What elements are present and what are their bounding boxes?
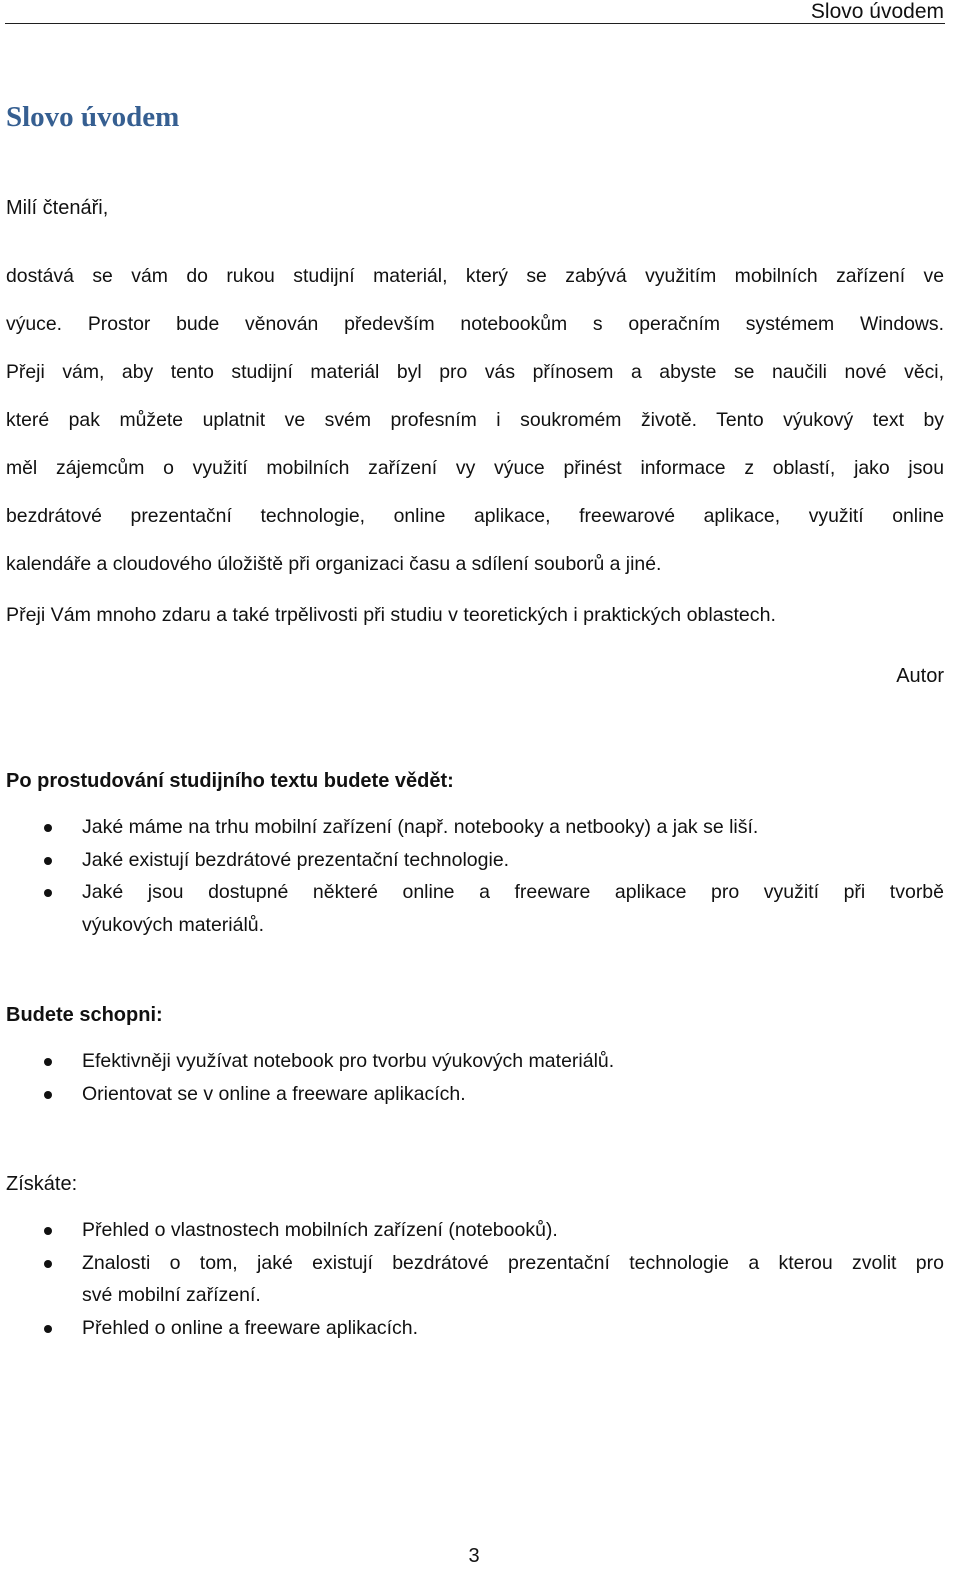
intro-line: Přeji vám, aby tento studijní materiál byl pro vás přínosem a abyste se naučili nové věci, (6, 361, 944, 383)
header-rule (5, 23, 945, 24)
bullet-icon (44, 889, 52, 897)
list-item-text: své mobilní zařízení. (82, 1284, 261, 1306)
author-signature: Autor (896, 665, 944, 687)
intro-line: bezdrátové prezentační technologie, online aplikace, freewarové aplikace, využití online (6, 505, 944, 527)
bullet-icon (44, 1227, 52, 1235)
intro-line: měl zájemcům o využití mobilních zařízení vy výuce přinést informace z oblastí, jako jsou (6, 457, 944, 479)
list-item (6, 876, 944, 941)
bullet-icon (44, 1260, 52, 1268)
list-item (6, 1247, 944, 1312)
page-title: Slovo úvodem (6, 101, 180, 133)
list-item (6, 1312, 944, 1345)
list-item-text: výukových materiálů. (82, 913, 265, 936)
list-item-text: Znalosti o tom, jaké existují bezdrátové prezentační technologie a kterou zvolit pro (82, 1251, 944, 1274)
intro-line: které pak můžete uplatnit ve svém profesním i soukromém životě. Tento výukový text by (6, 409, 944, 431)
list-item (6, 844, 944, 877)
section-heading-gain: Získáte: (6, 1173, 78, 1195)
bullet-icon (44, 1091, 52, 1099)
bullet-icon (44, 1058, 52, 1066)
bullet-icon (44, 857, 52, 865)
bullet-list-able (6, 1045, 944, 1110)
section-heading-know: Po prostudování studijního textu budete vědět: (6, 770, 454, 792)
list-item-text: Orientovat se v online a freeware aplikacích. (82, 1082, 466, 1105)
list-item (6, 1078, 944, 1111)
bullet-icon (44, 824, 52, 832)
intro-paragraph (6, 252, 944, 588)
intro-line: dostává se vám do rukou studijní materiál, který se zabývá využitím mobilních zařízení ve (6, 265, 944, 287)
list-item-text: Jaké jsou dostupné některé online a freeware aplikace pro využití při tvorbě (82, 881, 944, 903)
list-item-text: Efektivněji využívat notebook pro tvorbu výukových materiálů. (82, 1050, 615, 1072)
list-item (6, 1045, 944, 1078)
salutation: Milí čtenáři, (6, 197, 109, 219)
list-item (6, 811, 944, 844)
wish-paragraph: Přeji Vám mnoho zdaru a také trpělivosti při studiu v teoretických i praktických oblastech. (6, 604, 776, 626)
section-heading-able: Budete schopni: (6, 1004, 163, 1026)
list-item-text: Přehled o vlastnostech mobilních zařízení (notebooků). (82, 1219, 558, 1241)
bullet-icon (44, 1325, 52, 1333)
list-item-text: Jaké existují bezdrátové prezentační technologie. (82, 848, 510, 871)
page-number: 3 (468, 1545, 480, 1567)
running-header: Slovo úvodem (810, 0, 944, 23)
bullet-list-gain (6, 1214, 944, 1344)
list-item-text: Přehled o online a freeware aplikacích. (82, 1316, 419, 1339)
list-item (6, 1214, 944, 1247)
intro-line: výuce. Prostor bude věnován především notebookům s operačním systémem Windows. (6, 313, 944, 335)
intro-line: kalendáře a cloudového úložiště při organizaci času a sdílení souborů a jiné. (6, 553, 662, 575)
bullet-list-know (6, 811, 944, 941)
list-item-text: Jaké máme na trhu mobilní zařízení (např. notebooky a netbooky) a jak se liší. (82, 816, 759, 838)
